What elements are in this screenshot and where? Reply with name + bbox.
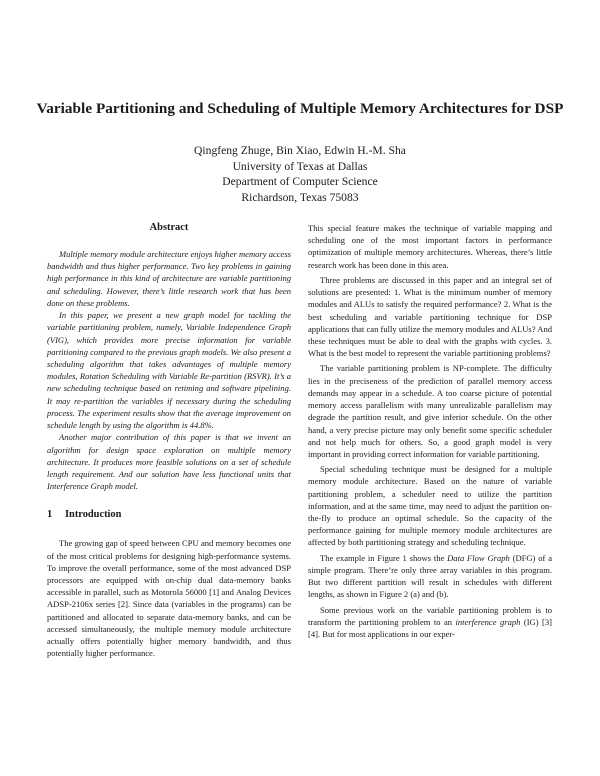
abstract-paragraph: Another major contribution of this paper is that we invent an algorithm for design space exploration on multiple memory architecture. It produces more feasible solutions on a set of schedule length requirement. And our solution have less functional units that Interference Graph model. [47, 432, 291, 492]
right-column [308, 222, 552, 640]
body-paragraph-interference [308, 604, 552, 641]
text-run: (IG) [3] [4]. But for most applications in our exper- [308, 616, 552, 639]
body-paragraph-figure-ref [308, 552, 552, 601]
introduction-paragraph: The growing gap of speed between CPU and memory becomes one of the most critical problems for designing high-performance systems. To improve the overall performance, some of the most advanced DSP processors are equipped with on-chip dual data-memory banks accessible in parallel, such as Motorola 56000 [1] and Analog Devices ADSP-2106x series [2]. Since data (variables in the programs) can be partitioned and allocated to separate data-memory banks, and can be accessed simultaneously, the multiple memory module architecture actually offers potentially higher memory bandwidth, and thus potentially higher performance. [47, 538, 291, 659]
text-run: Some previous work on the variable partitioning problem is to transform the partitioning problem to an [308, 604, 552, 627]
body-paragraph: Special scheduling technique must be designed for a multiple memory module architecture. Based on the nature of variable partitioning problem, a scheduler need to utilize the partition information, and at the same time, may need to adjust the partition on-the-fly to produce an optimal schedule. So the capacity of the performance gaining for multiple memory module architectures are affected by both partitioning strategy and scheduling technique. [308, 464, 552, 548]
section-number: 1 [47, 509, 53, 521]
text-run-emphasis: Data Flow Graph [447, 552, 510, 563]
affiliation-university: University of Texas at Dallas [232, 159, 368, 173]
introduction-heading [47, 509, 291, 521]
body-paragraph: The variable partitioning problem is NP-complete. The difficulty lies in the preciseness of the prediction of parallel memory access demands may appear in a schedule. A too coarse picture of potential memory access parallelism with many unrealizable parallelism may degrade the partition result, and give inferior schedule. On the other hand, a very precise picture may only benefit some specific scheduler and not help much for others. So, a good graph model is very important in providing correct information for variable partitioning. [308, 363, 552, 459]
abstract-paragraph: Multiple memory module architecture enjoys higher memory access bandwidth and thus higher performance. Two key problems in gaining high performance in this kind of architecture are variable partitioning and scheduling. However, there’s little research work that has been done on these problems. [47, 249, 291, 308]
author-names: Qingfeng Zhuge, Bin Xiao, Edwin H.-M. Sha [194, 144, 406, 157]
section-title: Introduction [65, 509, 122, 521]
text-run: (DFG) of a simple program. There’re only three array variables in this program. But two different partition will result in schedules with different lengths, as shown in Figure 2 (a) and (b). [308, 552, 552, 600]
paper-title: Variable Partitioning and Scheduling of Multiple Memory Architectures for DSP [36, 100, 564, 117]
affiliation-department: Department of Computer Science [222, 175, 378, 189]
abstract-paragraph: In this paper, we present a new graph model for tackling the variable partitioning problem, namely, Variable Independence Graph (VIG), which provides more precise information for variable partitioning compared to the previous graph models. We also present a scheduling algorithm that takes advantages of multiple memory modules, Rotation Scheduling with Variable Re-partition (RSVR). It’s a new scheduling technique based on retiming and software pipelining. It may re-partition the variables if necessary during the scheduling process. The experiment results show that the average improvement on schedule length by using the algorithm is 44.8%. [47, 310, 291, 431]
body-paragraph: Three problems are discussed in this paper and an integral set of solutions are presented: 1. What is the minimum number of memory modules and ALUs to satisfy the required performance? 2. What is the best scheduling and variable partitioning technique for DSP applications that can fully utilize the memory modules and ALUs? And these techniques must be able to deal with the graphs with cycles. 3. What is the best model to represent the variable partitioning problems? [308, 274, 552, 359]
affiliation-address: Richardson, Texas 75083 [241, 190, 359, 204]
left-column [47, 222, 291, 660]
abstract-body [47, 248, 291, 492]
body-paragraph: This special feature makes the technique of variable mapping and scheduling one of the most important factors in performance optimization of multiple memory architectures. Whereas, there’s little research work has been done in this area. [308, 223, 552, 270]
text-run-emphasis: interference graph [455, 616, 521, 627]
abstract-heading: Abstract [149, 222, 189, 233]
text-run: The example in Figure 1 shows the [320, 552, 448, 563]
author-block [100, 143, 500, 205]
